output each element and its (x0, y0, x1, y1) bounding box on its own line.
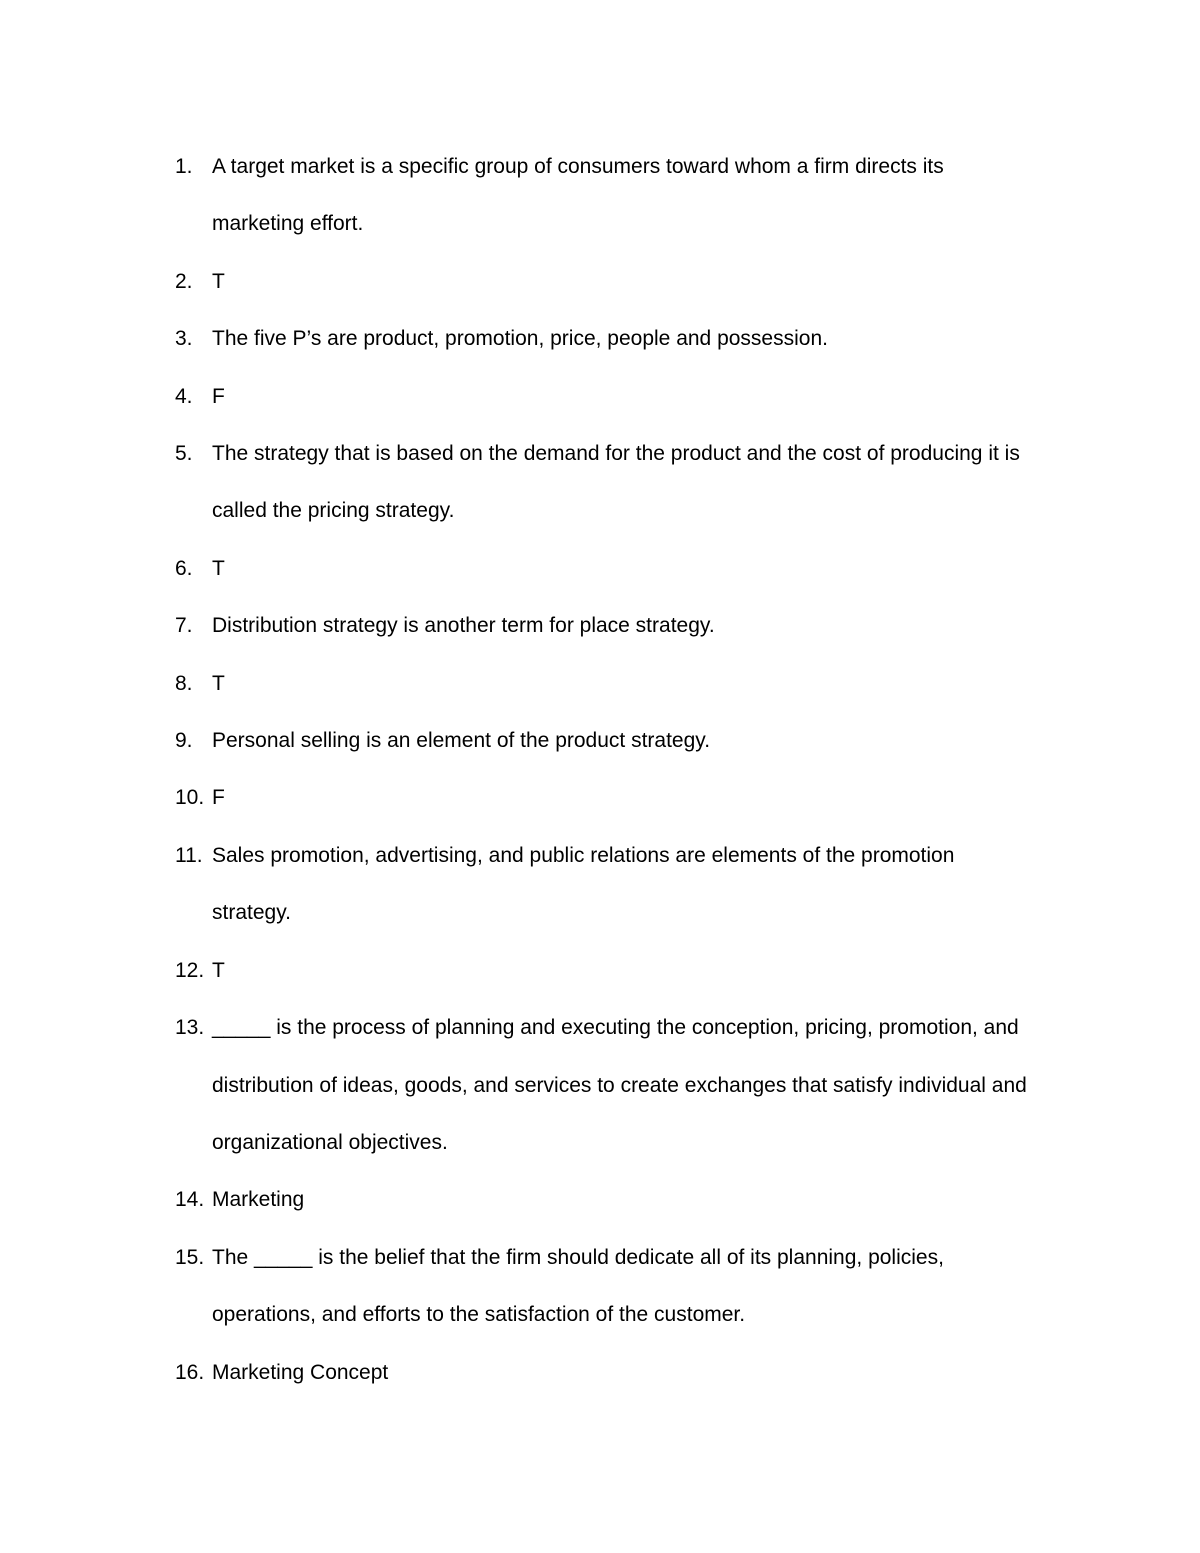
item-text (212, 138, 1075, 253)
item-text-line: Personal selling is an element of the product strategy. (212, 729, 711, 753)
item-text-line: called the pricing strategy. (212, 499, 455, 523)
item-text (212, 425, 1075, 540)
item-number: 10. (175, 786, 205, 810)
item-text (212, 827, 1075, 942)
list-item (175, 1344, 1075, 1401)
item-number: 8. (175, 671, 193, 695)
item-number: 3. (175, 327, 193, 351)
item-number: 11. (175, 843, 203, 867)
list-item (175, 655, 1075, 712)
item-text (212, 999, 1075, 1171)
item-text-line: Sales promotion, advertising, and public relations are elements of the promotion (212, 843, 955, 867)
list-item (175, 138, 1075, 253)
item-number: 4. (175, 384, 193, 408)
item-text-line: Marketing (212, 1188, 305, 1212)
item-number: 16. (175, 1360, 205, 1384)
item-text (212, 1344, 1075, 1401)
list-item (175, 310, 1075, 367)
item-text (212, 540, 1075, 597)
item-text (212, 368, 1075, 425)
list-item (175, 942, 1075, 999)
item-text-line: distribution of ideas, goods, and services to create exchanges that satisfy individual and (212, 1073, 1027, 1097)
item-number: 1. (175, 155, 193, 178)
item-text-line: F (212, 384, 225, 408)
list-item (175, 425, 1075, 540)
item-text (212, 1229, 1075, 1344)
item-text (212, 712, 1075, 769)
item-text-line: F (212, 786, 225, 810)
item-text-line: T (212, 269, 225, 293)
numbered-list (175, 138, 1075, 1401)
list-item (175, 253, 1075, 310)
item-text (212, 1171, 1075, 1228)
item-text-line: T (212, 958, 225, 982)
item-text (212, 597, 1075, 654)
item-text-line: Marketing Concept (212, 1360, 389, 1384)
item-number: 5. (175, 442, 193, 466)
item-number: 13. (175, 1016, 205, 1040)
item-number: 2. (175, 269, 193, 293)
item-text-line: strategy. (212, 901, 291, 925)
item-number: 7. (175, 614, 193, 638)
item-text (212, 942, 1075, 999)
item-text-line: The _____ is the belief that the firm should dedicate all of its planning, policies, (212, 1245, 944, 1269)
item-number: 6. (175, 556, 193, 580)
item-text-line: marketing effort. (212, 212, 364, 236)
item-text-line: _____ is the process of planning and executing the conception, pricing, promotion, and (212, 1016, 1019, 1040)
list-item (175, 597, 1075, 654)
item-text (212, 769, 1075, 826)
item-text-line: operations, and efforts to the satisfaction of the customer. (212, 1303, 746, 1327)
list-item (175, 1229, 1075, 1344)
list-item (175, 1171, 1075, 1228)
item-text (212, 310, 1075, 367)
item-number: 14. (175, 1188, 205, 1212)
item-text-line: A target market is a specific group of consumers toward whom a firm directs its (212, 155, 944, 178)
item-text-line: The five P’s are product, promotion, price, people and possession. (212, 327, 828, 351)
item-text-line: Distribution strategy is another term for place strategy. (212, 614, 715, 638)
item-number: 12. (175, 958, 205, 982)
item-number: 9. (175, 729, 193, 753)
item-text-line: The strategy that is based on the demand for the product and the cost of producing it is (212, 442, 1020, 466)
list-item (175, 712, 1075, 769)
list-item (175, 827, 1075, 942)
item-text-line: organizational objectives. (212, 1130, 448, 1154)
item-text (212, 253, 1075, 310)
list-item (175, 769, 1075, 826)
list-item (175, 999, 1075, 1171)
list-item (175, 540, 1075, 597)
item-number: 15. (175, 1245, 205, 1269)
item-text-line: T (212, 671, 225, 695)
item-text-line: T (212, 556, 225, 580)
item-text (212, 655, 1075, 712)
list-item (175, 368, 1075, 425)
